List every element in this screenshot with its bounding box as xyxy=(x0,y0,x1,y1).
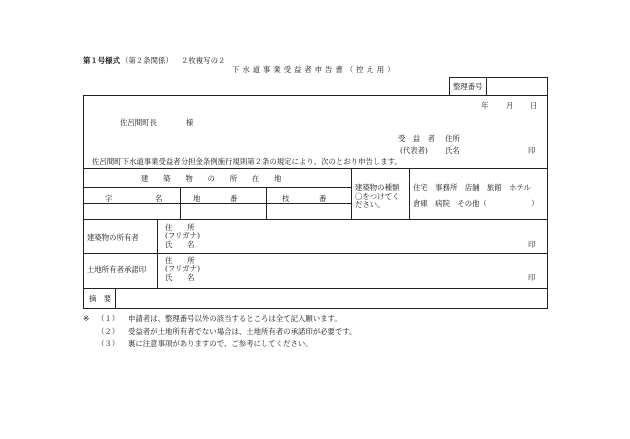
location-col-mei: 名 xyxy=(155,194,163,203)
beneficiary-address-label: 住所 xyxy=(445,134,460,143)
note-2-text: 受益者が土地所有者でない場合は、土地所有者の承諾印が必要です。 xyxy=(128,327,357,336)
landowner-furigana-label: (フリガナ) xyxy=(165,264,200,273)
document-title: 下 水 道 事 業 受 益 者 申 告 書 （ 控 え 用 ） xyxy=(232,65,395,74)
owner-info-field[interactable] xyxy=(212,221,512,249)
landowner-info-field[interactable] xyxy=(212,255,512,283)
location-col-edaban: 枝 番 xyxy=(282,194,327,203)
form-number: 第１号様式 xyxy=(83,56,120,65)
owner-name-label: 氏 名 xyxy=(165,240,195,249)
representative-label: (代表者) xyxy=(400,146,428,155)
addressee-honorific: 様 xyxy=(186,118,194,127)
building-type-options-1[interactable]: 住宅 事務所 店舗 旅館 ホテル xyxy=(413,183,531,192)
summary-field[interactable] xyxy=(117,290,546,307)
note-3-text: 裏に注意事項がありますので、ご参考にしてください。 xyxy=(128,339,313,348)
owner-furigana-label: (フリガナ) xyxy=(165,231,200,240)
note-1-number: （１） xyxy=(97,314,120,323)
reference-number-field[interactable] xyxy=(488,79,546,94)
copy-note: ２枚複写の２ xyxy=(181,56,226,65)
building-type-instruction-cont: ださい。 xyxy=(355,200,385,209)
date-month-label: 月 xyxy=(506,101,514,110)
note-1-text: 申請者は、整理番号以外の該当するところは全て記入願います。 xyxy=(128,314,342,323)
location-edaban-field[interactable] xyxy=(268,205,350,217)
building-type-instruction: 〇をつけてく xyxy=(355,192,400,201)
beneficiary-label: 受 益 者 xyxy=(398,134,435,143)
declaration-statement: 佐呂間町下水道事業受益者分担金条例施行規則第２条の規定により、次のとおり申告します。 xyxy=(92,157,402,166)
location-header: 建 築 物 の 所 在 地 xyxy=(141,174,282,183)
date-year-label: 年 xyxy=(481,101,489,110)
landowner-consent-label: 土地所有者承諾印 xyxy=(87,265,147,274)
building-type-label: 建築物の種類 xyxy=(355,183,400,192)
rule-reference: （第２条関係） xyxy=(121,56,173,65)
beneficiary-name-field[interactable] xyxy=(462,144,522,155)
building-owner-label: 建築物の所有者 xyxy=(87,233,139,242)
notes-mark: ※ xyxy=(83,314,90,323)
beneficiary-seal-mark: 印 xyxy=(528,146,536,155)
owner-address-label: 住 所 xyxy=(165,223,195,232)
building-type-options-2[interactable]: 倉庫 病院 その他（ ） xyxy=(413,199,539,208)
location-chiban-field[interactable] xyxy=(182,205,265,217)
note-3-number: （３） xyxy=(97,339,120,348)
landowner-name-label: 氏 名 xyxy=(165,273,195,282)
date-day-label: 日 xyxy=(530,101,538,110)
landowner-seal-mark: 印 xyxy=(528,273,536,282)
reference-number-label: 整理番号 xyxy=(453,82,483,91)
landowner-address-label: 住 所 xyxy=(165,256,195,265)
location-col-chiban: 地 番 xyxy=(193,194,238,203)
location-aza-field[interactable] xyxy=(85,205,179,217)
location-col-aza: 字 xyxy=(105,194,113,203)
summary-label: 摘 要 xyxy=(89,294,112,303)
addressee-name: 佐呂間町長 xyxy=(120,118,157,127)
beneficiary-address-field[interactable] xyxy=(462,132,542,143)
owner-seal-mark: 印 xyxy=(528,240,536,249)
beneficiary-name-label: 氏名 xyxy=(445,146,460,155)
note-2-number: （２） xyxy=(97,327,120,336)
